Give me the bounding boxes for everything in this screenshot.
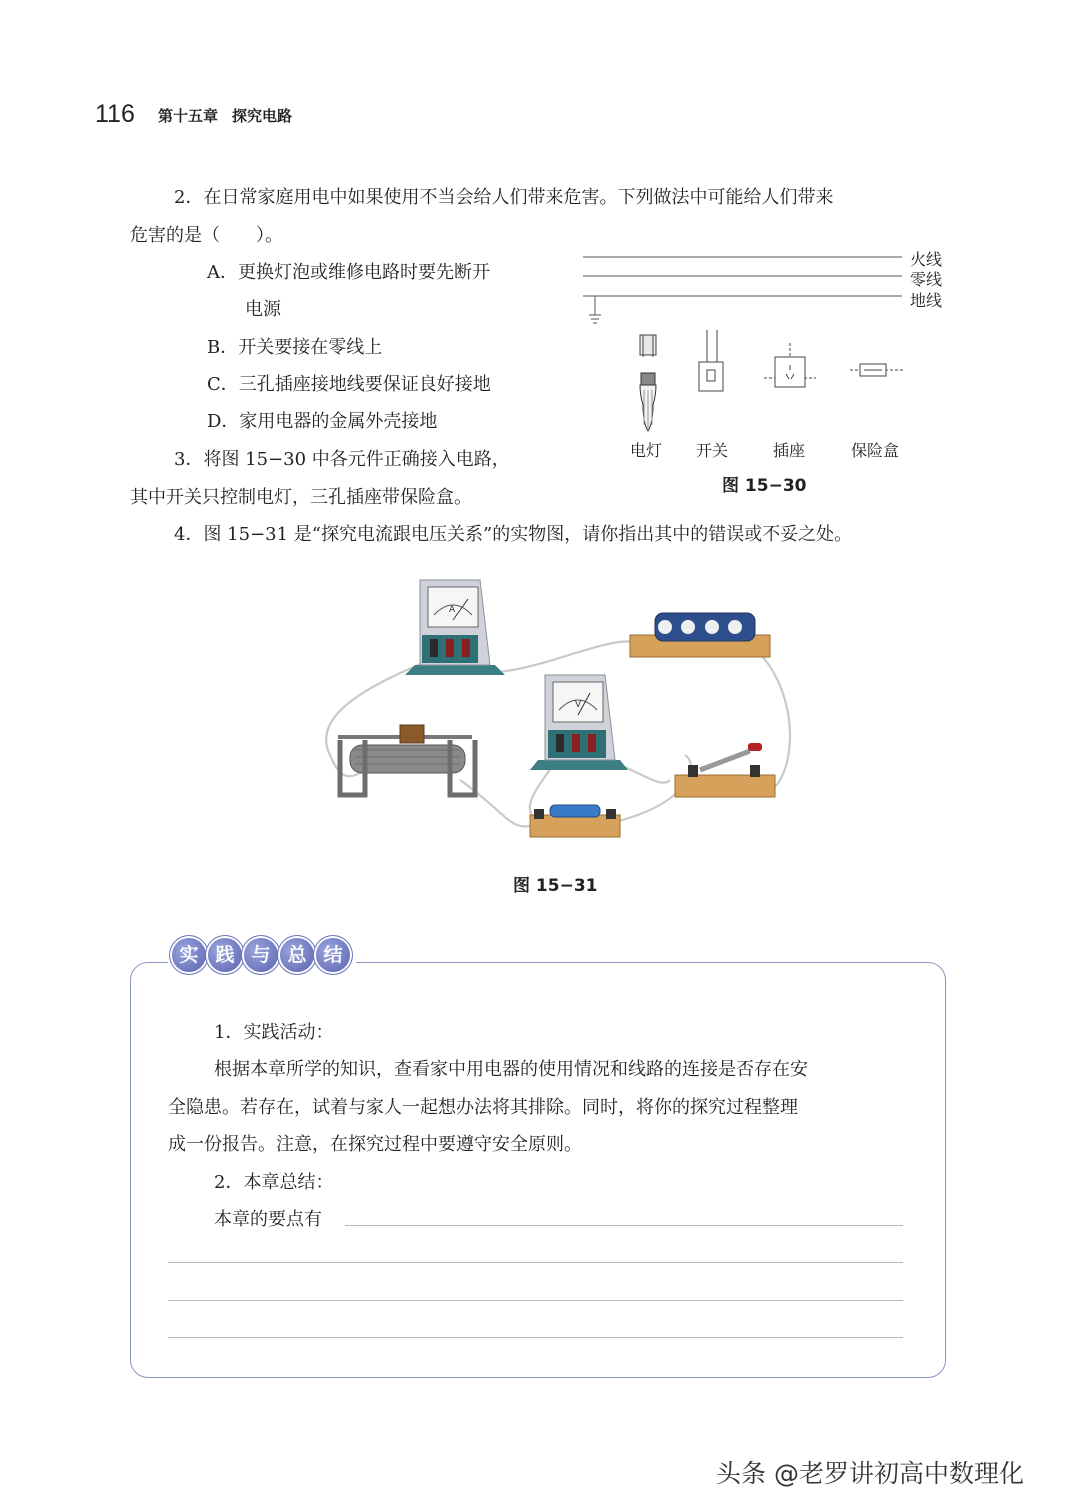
fuse-box-icon <box>850 364 905 376</box>
q2-option-a: A．更换灯泡或维修电路时要先断开 <box>207 262 490 283</box>
page-number: 116 <box>95 100 135 128</box>
battery-icon <box>630 613 770 657</box>
label-fuse-box: 保险盒 <box>851 441 900 460</box>
lamp-icon <box>640 335 656 431</box>
heading-char-5: 结 <box>316 938 350 972</box>
heading-char-4: 总 <box>280 938 314 972</box>
heading-char-3: 与 <box>244 938 278 972</box>
answer-line-2[interactable] <box>168 1262 903 1263</box>
q3-line2: 其中开关只控制电灯，三孔插座带保险盒。 <box>130 487 472 508</box>
rheostat-icon <box>338 725 475 795</box>
knife-switch-icon <box>675 743 775 797</box>
q2-line2: 危害的是（ ）。 <box>130 225 283 246</box>
ammeter-mark: A <box>449 605 456 615</box>
q2-line1: 2．在日常家庭用电中如果使用不当会给人们带来危害。下列做法中可能给人们带来 <box>174 187 834 208</box>
voltmeter-icon <box>530 675 628 770</box>
label-switch: 开关 <box>696 441 729 460</box>
heading-char-2: 践 <box>208 938 242 972</box>
ammeter-icon <box>405 580 505 675</box>
summary-heading <box>168 938 356 972</box>
figure-15-31-caption: 图 15−31 <box>513 876 598 896</box>
answer-line-1[interactable] <box>345 1225 903 1226</box>
heading-char-1: 实 <box>172 938 206 972</box>
figure-15-31-photo <box>310 565 800 860</box>
answer-line-4[interactable] <box>168 1337 903 1338</box>
label-lamp: 电灯 <box>630 441 663 460</box>
q2-option-b: B．开关要接在零线上 <box>207 337 383 358</box>
socket-icon <box>764 343 816 387</box>
label-socket: 插座 <box>773 441 806 460</box>
q2-option-d: D．家用电器的金属外壳接地 <box>207 411 438 432</box>
resistor-icon <box>530 805 620 837</box>
label-neutral-wire: 零线 <box>910 270 943 289</box>
ground-symbol-icon <box>589 296 601 323</box>
q3-line1: 3．将图 15−30 中各元件正确接入电路， <box>174 449 510 470</box>
watermark: 头条 @老罗讲初高中数理化 <box>716 1459 1024 1488</box>
label-live-wire: 火线 <box>910 250 943 269</box>
label-ground-wire: 地线 <box>910 291 943 310</box>
figure-15-30-caption: 图 15−30 <box>722 476 807 496</box>
figure-15-30-diagram <box>580 245 910 440</box>
summary-item1-title: 1．实践活动： <box>214 1022 334 1043</box>
summary-item1-p3: 成一份报告。注意，在探究过程中要遵守安全原则。 <box>168 1134 582 1155</box>
answer-line-3[interactable] <box>168 1300 903 1301</box>
q2-option-c: C．三孔插座接地线要保证良好接地 <box>207 374 491 395</box>
switch-icon <box>699 330 723 391</box>
q2-option-a-cont: 电源 <box>245 299 281 320</box>
chapter-header <box>158 105 292 126</box>
voltmeter-mark: V <box>575 700 582 710</box>
summary-item1-p2: 全隐患。若存在，试着与家人一起想办法将其排除。同时，将你的探究过程整理 <box>168 1097 798 1118</box>
summary-item1-p1: 根据本章所学的知识，查看家中用电器的使用情况和线路的连接是否存在安 <box>214 1059 808 1080</box>
summary-item2-title: 2．本章总结： <box>214 1172 334 1193</box>
q4-line1: 4．图 15−31 是“探究电流跟电压关系”的实物图，请你指出其中的错误或不妥之处。 <box>174 524 853 545</box>
summary-item2-prompt: 本章的要点有 <box>214 1209 322 1230</box>
chapter-number: 第十五章 <box>158 107 219 125</box>
chapter-title: 探究电路 <box>232 107 293 125</box>
